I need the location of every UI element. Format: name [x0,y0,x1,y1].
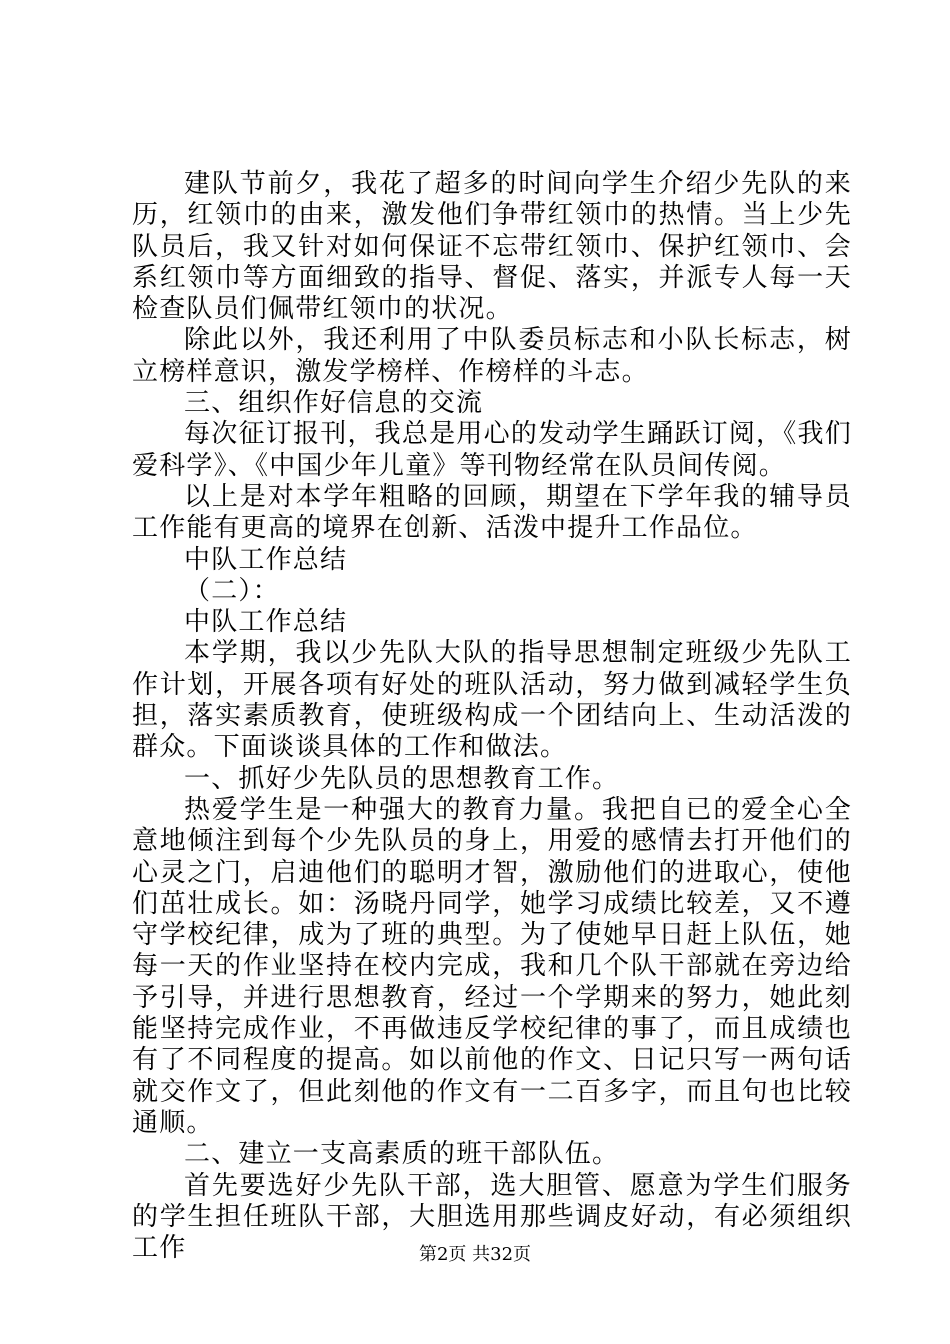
paragraph: 以上是对本学年粗略的回顾，期望在下学年我的辅导员工作能有更高的境界在创新、活泼中提升工作品位。 [132,481,852,544]
title-line: （二）： [184,575,280,606]
section-heading: 三、组织作好信息的交流 [184,388,484,419]
paragraph: 首先要选好少先队干部，选大胆管、愿意为学生们服务的学生担任班队干部，大胆选用那些调皮好动，有必须组织工作 [132,1170,852,1264]
paragraph: 热爱学生是一种强大的教育力量。我把自已的爱全心全意地倾注到每个少先队员的身上，用爱的感情去打开他们的心灵之门，启迪他们的聪明才智，激励他们的进取心，使他们茁壮成长。如：汤晓丹同学，她学习成绩比较差，又不遵守学校纪律，成为了班的典型。为了使她早日赶上队伍，她每一天的作业坚持在校内完成，我和几个队干部就在旁边给予引导，并进行思想教育，经过一个学期来的努力，她此刻能坚持完成作业，不再做违反学校纪律的事了，而且成绩也有了不同程度的提高。如以前他的作文、日记只写一两句话就交作文了，但此刻他的作文有一二百多字，而且句也比较通顺。 [132,794,852,1138]
section-heading: 二、建立一支高素质的班干部队伍。 [184,1139,620,1170]
paragraph: 每次征订报刊，我总是用心的发动学生踊跃订阅，《我们爱科学》、《中国少年儿童》等刊物经常在队员间传阅。 [132,419,852,481]
paragraph: 除此以外，我还利用了中队委员标志和小队长标志，树立榜样意识，激发学榜样、作榜样的斗志。 [132,325,852,387]
page-footer: 第2页 共32页 [418,1244,532,1265]
title-line: 中队工作总结 [184,607,348,638]
paragraph: 本学期，我以少先队大队的指导思想制定班级少先队工作计划，开展各项有好处的班队活动，努力做到减轻学生负担，落实素质教育，使班级构成一个团结向上、生动活泼的群众。下面谈谈具体的工作和做法。 [132,638,852,763]
paragraph: 建队节前夕，我花了超多的时间向学生介绍少先队的来历，红领巾的由来，激发他们争带红领巾的热情。当上少先队员后，我又针对如何保证不忘带红领巾、保护红领巾、会系红领巾等方面细致的指导、督促、落实，并派专人每一天检查队员们佩带红领巾的状况。 [132,169,852,325]
title-line: 中队工作总结 [184,544,348,575]
document-body [132,169,852,1264]
section-heading: 一、抓好少先队员的思想教育工作。 [184,763,620,794]
